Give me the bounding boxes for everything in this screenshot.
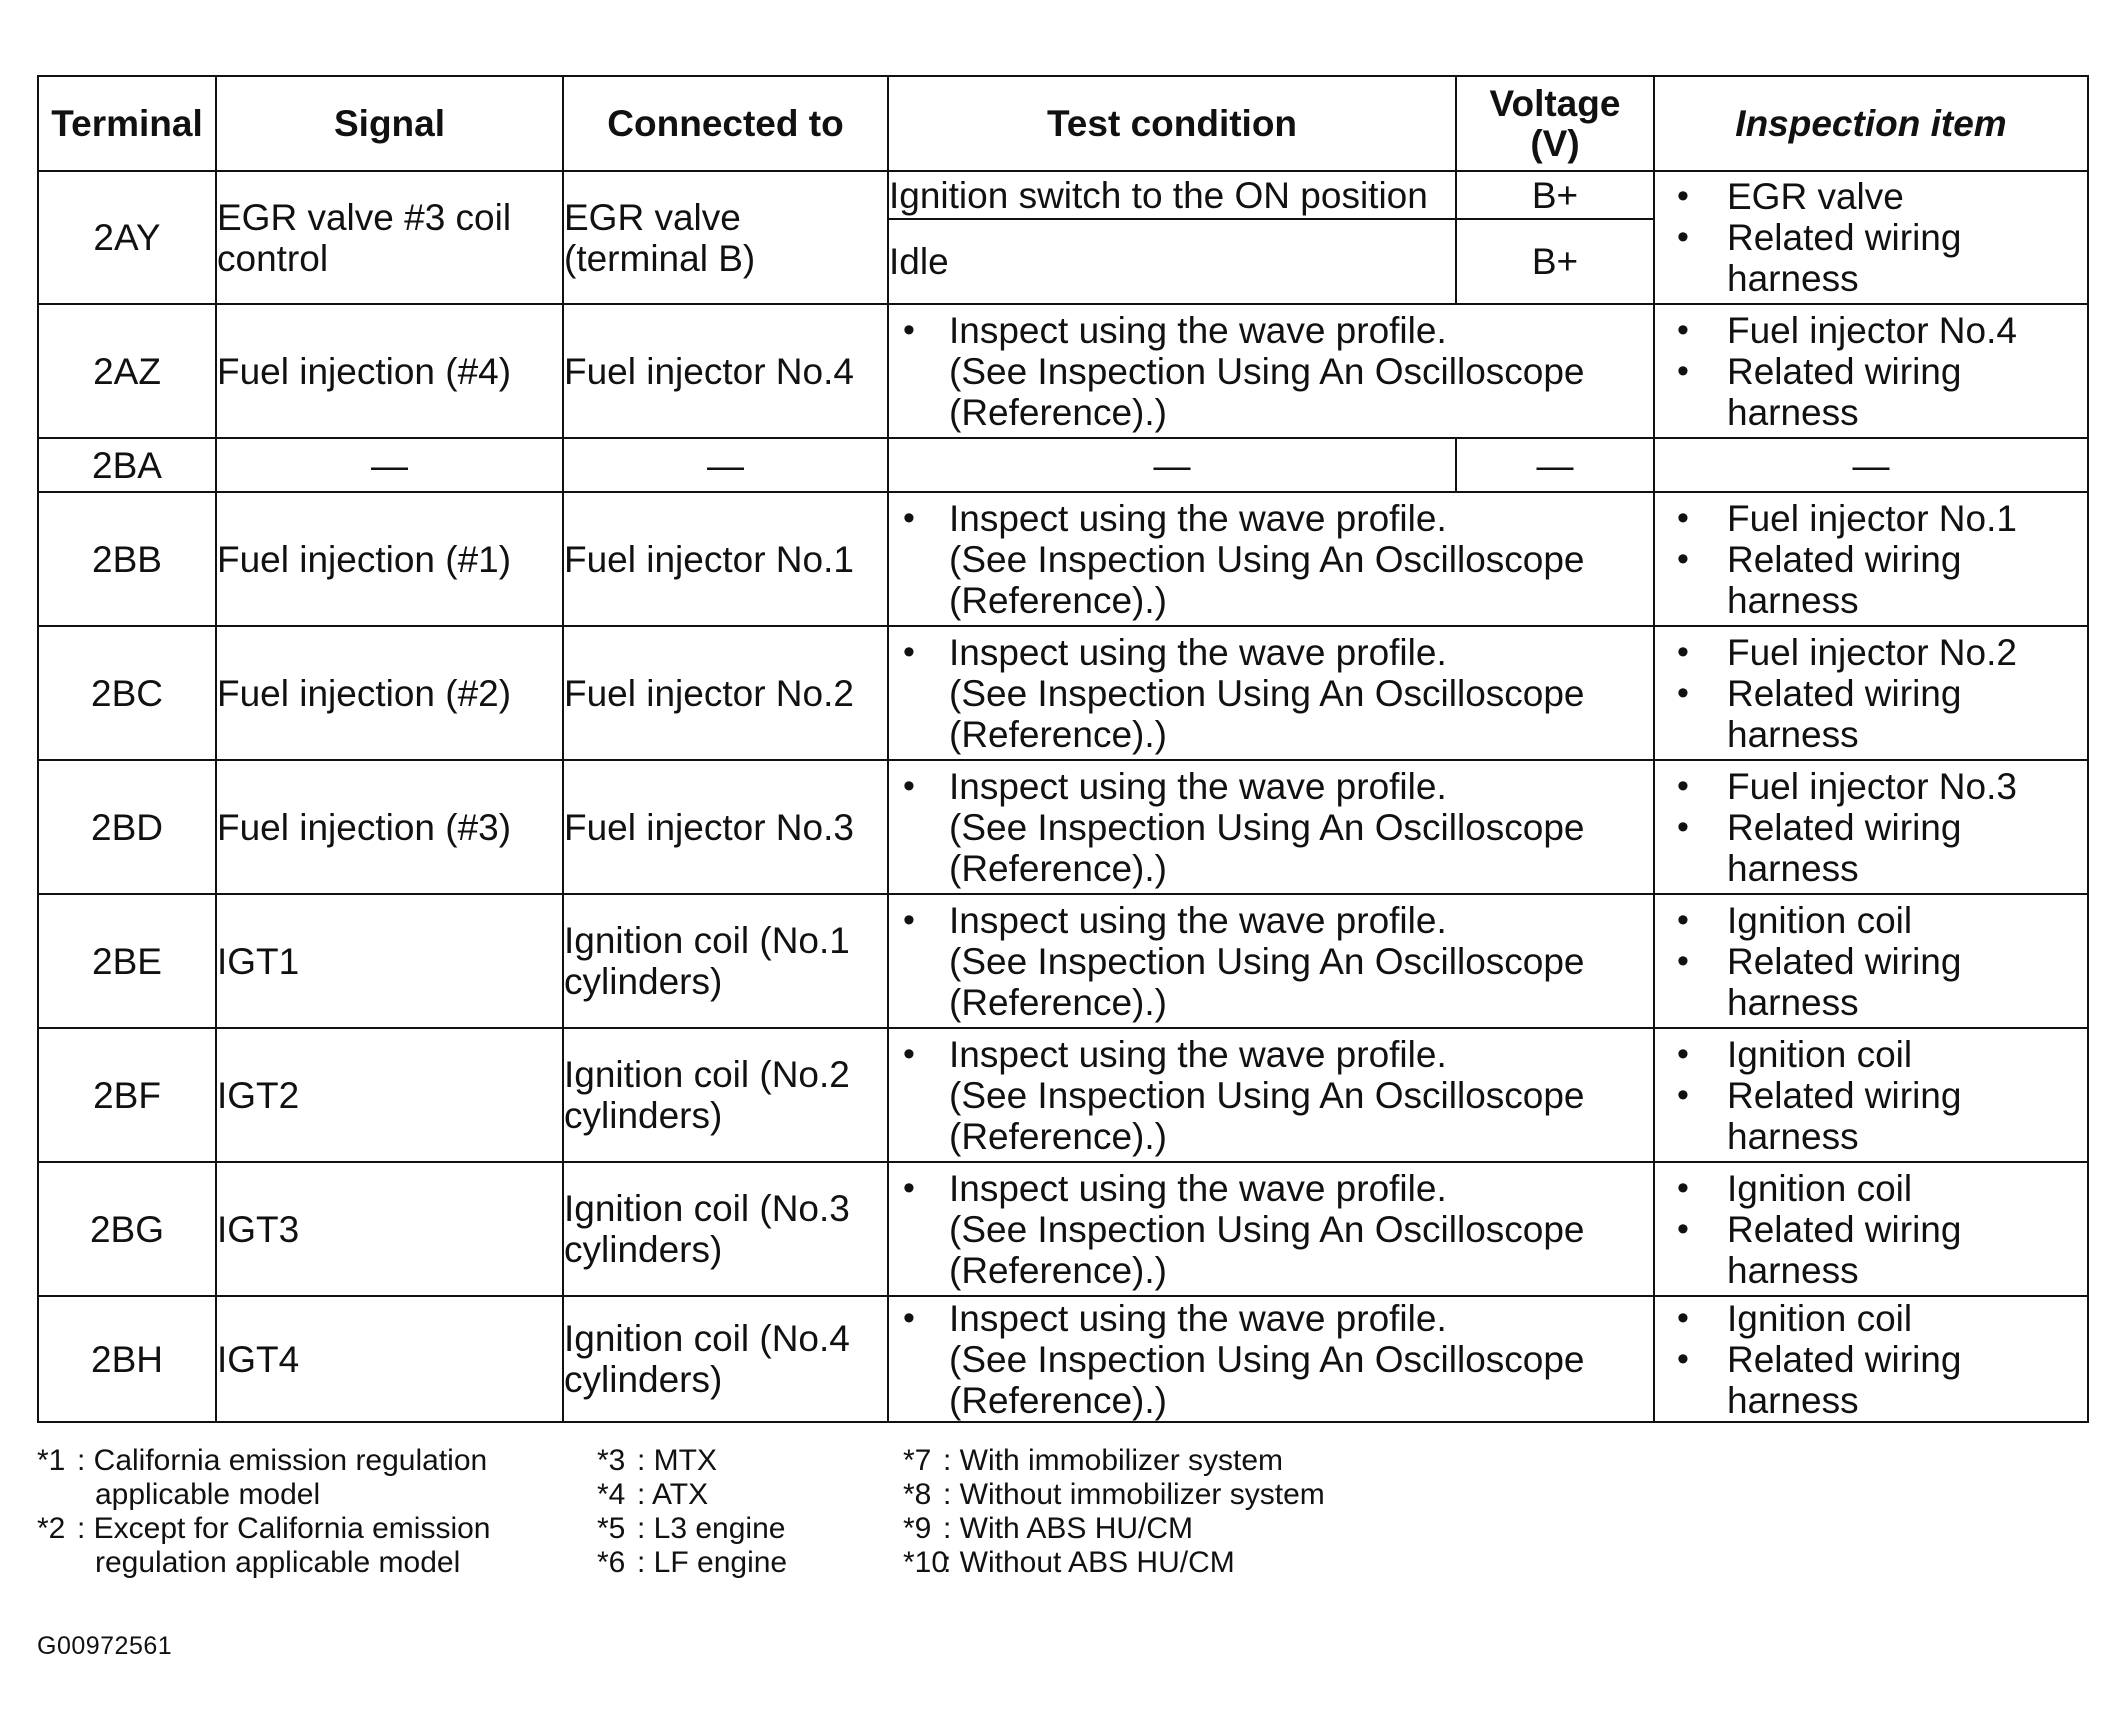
connected-to-cell: Ignition coil (No.2 cylinders) [563, 1028, 888, 1162]
test-condition-cell: — [888, 438, 1456, 492]
table-row [38, 1028, 2088, 1162]
voltage-cell: B+ [1456, 219, 1654, 304]
test-condition-bullet [889, 766, 1653, 889]
footnote [903, 1478, 1325, 1512]
signal-cell: Fuel injection (#3) [216, 760, 563, 894]
inspection-bullet: • Related wiring harness [1655, 539, 2087, 621]
footnote-mark: *10 [903, 1546, 949, 1579]
test-condition-bullet [889, 1034, 1653, 1157]
table-row [38, 171, 2088, 219]
footnote-text: : L3 engine [637, 1512, 786, 1545]
header-inspection-item: Inspection item [1654, 76, 2088, 171]
footnote-mark: *9 [903, 1512, 932, 1545]
test-condition-bullet [889, 498, 1653, 621]
test-condition-cell [888, 1162, 1654, 1296]
oscilloscope-reference-text: (See Inspection Using An Oscilloscope (Reference).) [949, 806, 1585, 889]
table-row [38, 1296, 2088, 1422]
footnote-mark: *3 [597, 1444, 626, 1477]
test-condition-cell [888, 626, 1654, 760]
table-row [38, 438, 2088, 492]
signal-cell: Fuel injection (#4) [216, 304, 563, 438]
inspection-bullet: • Fuel injector No.4 [1655, 310, 2087, 351]
terminal-cell: 2BF [38, 1028, 216, 1162]
inspection-cell [1654, 894, 2088, 1028]
oscilloscope-reference-text: (See Inspection Using An Oscilloscope (Reference).) [949, 1338, 1585, 1421]
oscilloscope-reference-text: (See Inspection Using An Oscilloscope (Reference).) [949, 1074, 1585, 1157]
test-condition-cell [888, 1296, 1654, 1422]
inspection-bullet: • Related wiring harness [1655, 941, 2087, 1023]
inspection-cell [1654, 492, 2088, 626]
table-row [38, 1162, 2088, 1296]
header-voltage-line1: Voltage [1489, 82, 1621, 124]
inspection-cell [1654, 304, 2088, 438]
signal-cell: Fuel injection (#1) [216, 492, 563, 626]
test-condition-bullet [889, 310, 1653, 433]
terminal-cell: 2AY [38, 171, 216, 304]
inspection-bullet: • Ignition coil [1655, 1168, 2087, 1209]
wave-profile-text: Inspect using the wave profile. [949, 1297, 1447, 1339]
table-row [38, 304, 2088, 438]
footnote-text: : LF engine [637, 1546, 788, 1579]
header-terminal: Terminal [38, 76, 216, 171]
wave-profile-text: Inspect using the wave profile. [949, 1167, 1447, 1209]
terminal-cell: 2BH [38, 1296, 216, 1422]
inspection-bullet: • Related wiring harness [1655, 1339, 2087, 1421]
connected-to-cell: Fuel injector No.4 [563, 304, 888, 438]
footnote-text: : Without immobilizer system [943, 1478, 1325, 1511]
connected-to-cell: Ignition coil (No.3 cylinders) [563, 1162, 888, 1296]
inspection-bullet: • Fuel injector No.1 [1655, 498, 2087, 539]
wave-profile-text: Inspect using the wave profile. [949, 1033, 1447, 1075]
signal-cell: EGR valve #3 coil control [216, 171, 563, 304]
voltage-cell: B+ [1456, 171, 1654, 219]
signal-cell: Fuel injection (#2) [216, 626, 563, 760]
wave-profile-text: Inspect using the wave profile. [949, 309, 1447, 351]
inspection-bullet: • Fuel injector No.3 [1655, 766, 2087, 807]
footnote-text: : Without ABS HU/CM [943, 1546, 1235, 1579]
terminal-cell: 2BB [38, 492, 216, 626]
test-condition-cell [888, 492, 1654, 626]
oscilloscope-reference-text: (See Inspection Using An Oscilloscope (Reference).) [949, 538, 1585, 621]
connected-to-cell: Fuel injector No.2 [563, 626, 888, 760]
footnote-text: : ATX [637, 1478, 709, 1511]
connected-to-cell: — [563, 438, 888, 492]
inspection-bullet: • Ignition coil [1655, 1298, 2087, 1339]
footnote [903, 1444, 1325, 1478]
inspection-bullet: • Ignition coil [1655, 900, 2087, 941]
inspection-cell [1654, 1028, 2088, 1162]
footnote [597, 1444, 787, 1478]
footnote [597, 1478, 787, 1512]
inspection-cell [1654, 760, 2088, 894]
inspection-bullet: • Related wiring harness [1655, 1075, 2087, 1157]
footnotes-column-1 [37, 1444, 491, 1580]
footnote-mark: *6 [597, 1546, 626, 1579]
terminal-cell: 2BG [38, 1162, 216, 1296]
table-row [38, 626, 2088, 760]
terminal-table [37, 75, 2089, 1423]
inspection-cell [1654, 626, 2088, 760]
footnote-continued: applicable model [95, 1478, 321, 1511]
terminal-cell: 2BD [38, 760, 216, 894]
footnote-mark: *7 [903, 1444, 932, 1477]
footnote [37, 1512, 491, 1546]
inspection-bullet: • EGR valve [1655, 176, 2087, 217]
inspection-cell [1654, 1296, 2088, 1422]
oscilloscope-reference-text: (See Inspection Using An Oscilloscope (Reference).) [949, 1208, 1585, 1291]
footnote-mark: *2 [37, 1512, 66, 1545]
wave-profile-text: Inspect using the wave profile. [949, 899, 1447, 941]
footnote-mark: *1 [37, 1444, 66, 1477]
table-row [38, 492, 2088, 626]
header-voltage-line2: (V) [1530, 122, 1580, 164]
footnote [597, 1512, 787, 1546]
footnotes-column-2 [597, 1444, 787, 1580]
header-signal: Signal [216, 76, 563, 171]
footnote-mark: *8 [903, 1478, 932, 1511]
connected-to-cell: Ignition coil (No.1 cylinders) [563, 894, 888, 1028]
footnote-text: : With ABS HU/CM [943, 1512, 1194, 1545]
wave-profile-text: Inspect using the wave profile. [949, 765, 1447, 807]
inspection-cell: — [1654, 438, 2088, 492]
test-condition-bullet [889, 900, 1653, 1023]
oscilloscope-reference-text: (See Inspection Using An Oscilloscope (Reference).) [949, 350, 1585, 433]
table-header-row [38, 76, 2088, 171]
signal-cell: IGT3 [216, 1162, 563, 1296]
inspection-bullet: • Related wiring harness [1655, 807, 2087, 889]
test-condition-cell [888, 304, 1654, 438]
signal-cell: IGT2 [216, 1028, 563, 1162]
test-condition-cell [888, 760, 1654, 894]
header-test-condition: Test condition [888, 76, 1456, 171]
footnote-text: : California emission regulation [77, 1444, 488, 1477]
footnote-text: : MTX [637, 1444, 717, 1477]
test-condition-bullet [889, 632, 1653, 755]
wave-profile-text: Inspect using the wave profile. [949, 497, 1447, 539]
connected-to-cell: Fuel injector No.3 [563, 760, 888, 894]
test-condition-cell [888, 894, 1654, 1028]
signal-cell: — [216, 438, 563, 492]
footnote [903, 1546, 1325, 1580]
inspection-cell [1654, 171, 2088, 304]
header-voltage [1456, 76, 1654, 171]
footnote-mark: *5 [597, 1512, 626, 1545]
footnotes-column-3 [903, 1444, 1325, 1580]
signal-cell: IGT4 [216, 1296, 563, 1422]
oscilloscope-reference-text: (See Inspection Using An Oscilloscope (Reference).) [949, 672, 1585, 755]
table-row [38, 760, 2088, 894]
test-condition-cell: Idle [888, 219, 1456, 304]
header-connected-to: Connected to [563, 76, 888, 171]
footnote [903, 1512, 1325, 1546]
inspection-cell [1654, 1162, 2088, 1296]
wave-profile-text: Inspect using the wave profile. [949, 631, 1447, 673]
terminal-cell: 2AZ [38, 304, 216, 438]
inspection-bullet: • Related wiring harness [1655, 673, 2087, 755]
test-condition-bullet [889, 1168, 1653, 1291]
inspection-bullet: • Related wiring harness [1655, 217, 2087, 299]
oscilloscope-reference-text: (See Inspection Using An Oscilloscope (Reference).) [949, 940, 1585, 1023]
footnote [597, 1546, 787, 1580]
footnote-mark: *4 [597, 1478, 626, 1511]
test-condition-cell: Ignition switch to the ON position [888, 171, 1456, 219]
terminal-cell: 2BA [38, 438, 216, 492]
test-condition-bullet [889, 1298, 1653, 1421]
table-row [38, 894, 2088, 1028]
inspection-bullet: • Related wiring harness [1655, 351, 2087, 433]
inspection-bullet: • Related wiring harness [1655, 1209, 2087, 1291]
terminal-cell: 2BC [38, 626, 216, 760]
voltage-cell: — [1456, 438, 1654, 492]
footnote [37, 1444, 491, 1478]
figure-code: G00972561 [37, 1632, 173, 1660]
connected-to-cell: Fuel injector No.1 [563, 492, 888, 626]
inspection-bullet: • Ignition coil [1655, 1034, 2087, 1075]
footnote-text: : With immobilizer system [943, 1444, 1284, 1477]
test-condition-cell [888, 1028, 1654, 1162]
signal-cell: IGT1 [216, 894, 563, 1028]
inspection-bullet: • Fuel injector No.2 [1655, 632, 2087, 673]
footnote-text: : Except for California emission [77, 1512, 491, 1545]
footnote-continued: regulation applicable model [95, 1546, 461, 1579]
terminal-cell: 2BE [38, 894, 216, 1028]
connected-to-cell: EGR valve (terminal B) [563, 171, 888, 304]
connected-to-cell: Ignition coil (No.4 cylinders) [563, 1296, 888, 1422]
